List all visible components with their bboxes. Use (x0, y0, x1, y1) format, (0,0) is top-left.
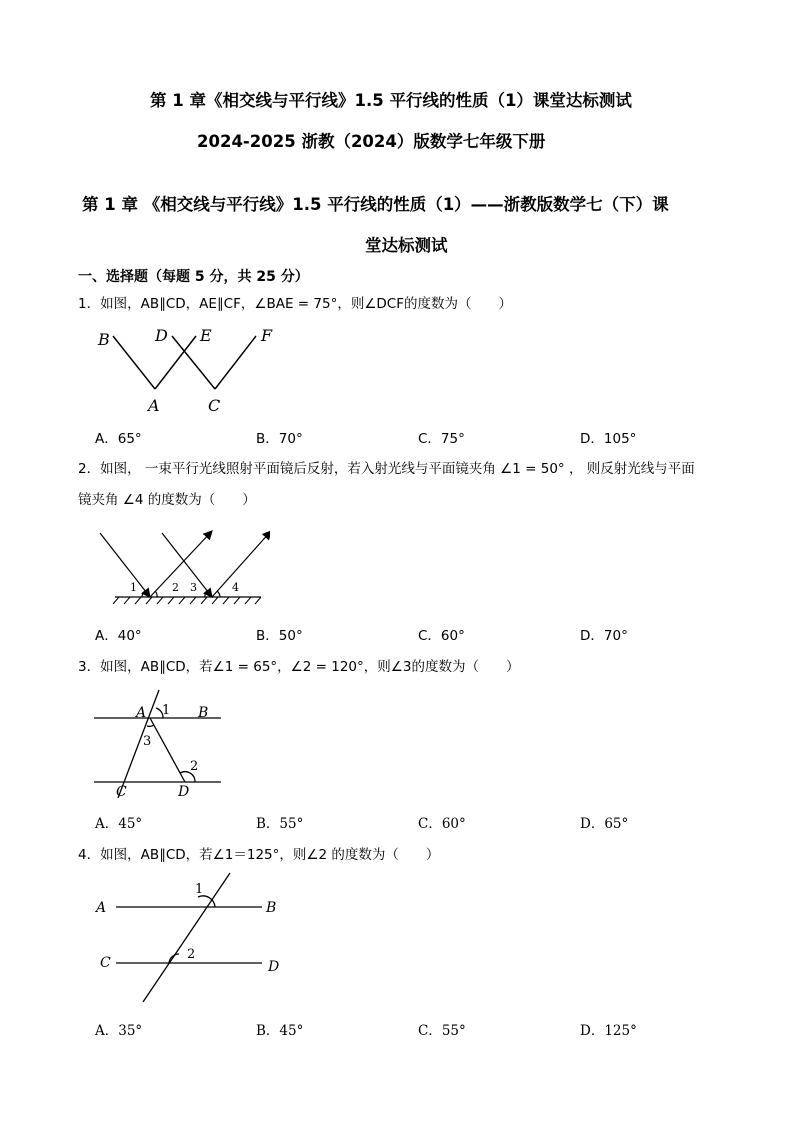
section-heading: 一、选择题（每题 5 分，共 25 分） (78, 269, 309, 285)
q4-label-1: 1 (195, 882, 204, 897)
q3-option-a[interactable]: A．45° (95, 816, 143, 832)
q2-mirror-hatch (113, 597, 261, 604)
q4-label-a: A (96, 900, 107, 916)
question-2-stem-line-2: 镜夹角 ∠4 的度数为（ ） (78, 492, 256, 508)
title-line-1: 第 1 章《相交线与平行线》1.5 平行线的性质（1）课堂达标测试 (150, 91, 632, 110)
question-2-figure (95, 525, 270, 610)
q4-label-d: D (268, 959, 280, 975)
q4-label-2: 2 (187, 947, 196, 962)
q2-label-2: 2 (172, 581, 179, 594)
q3-label-b: B (198, 705, 209, 721)
q2-arc-4 (217, 591, 220, 597)
q3-option-d[interactable]: D．65° (580, 816, 629, 832)
q1-label-a: A (148, 396, 160, 415)
q4-arc-1 (198, 896, 215, 907)
q2-incident-ray-1 (100, 533, 150, 597)
question-4-stem: 4．如图，AB∥CD，若∠1＝125°，则∠2 的度数为（ ） (78, 847, 440, 863)
q1-option-d[interactable]: D．105° (580, 431, 637, 447)
q1-option-c[interactable]: C．75° (418, 431, 465, 447)
q3-option-c[interactable]: C．60° (418, 816, 466, 832)
q2-arc-3 (205, 591, 207, 597)
q2-option-b[interactable]: B．50° (256, 628, 303, 644)
q3-label-d: D (178, 784, 190, 800)
q2-reflected-ray-1 (150, 531, 212, 597)
q4-option-b[interactable]: B．45° (256, 1023, 304, 1039)
q2-arc-2 (155, 591, 157, 597)
q1-label-e: E (200, 326, 212, 345)
q2-label-4: 4 (232, 581, 239, 594)
q3-label-a: A (136, 705, 147, 721)
q2-arc-1 (142, 591, 145, 597)
q1-line-cf (215, 336, 256, 389)
question-1-figure (90, 322, 290, 417)
question-1-stem: 1．如图，AB∥CD，AE∥CF，∠BAE = 75°，则∠DCF的度数为（ ） (78, 296, 513, 312)
q4-label-c: C (100, 955, 111, 971)
q1-label-b: B (98, 330, 110, 349)
q4-option-c[interactable]: C．55° (418, 1023, 466, 1039)
q4-transversal (143, 873, 230, 1002)
question-2-stem-line-1: 2．如图， 一束平行光线照射平面镜后反射，若入射光线与平面镜夹角 ∠1 = 50° ， 则反射光线与平面 (78, 461, 695, 477)
q3-arc-3 (147, 725, 154, 726)
q4-option-a[interactable]: A．35° (95, 1023, 143, 1039)
q2-option-a[interactable]: A．40° (95, 628, 142, 644)
q1-label-d: D (155, 326, 168, 345)
q4-label-b: B (266, 900, 277, 916)
q3-option-b[interactable]: B．55° (256, 816, 304, 832)
q2-incident-ray-2 (162, 533, 212, 597)
q1-label-c: C (208, 396, 221, 415)
q2-option-d[interactable]: D．70° (580, 628, 628, 644)
question-4-figure (90, 870, 290, 1010)
q2-label-1: 1 (130, 581, 137, 594)
q3-label-c: C (116, 784, 127, 800)
q1-option-a[interactable]: A．65° (95, 431, 142, 447)
title-line-2: 2024-2025 浙教（2024）版数学七年级下册 (197, 132, 546, 151)
q1-label-f: F (261, 326, 273, 345)
q1-line-ba (113, 336, 155, 389)
q3-label-1: 1 (162, 703, 171, 718)
question-3-stem: 3．如图，AB∥CD，若∠1 = 65°，∠2 = 120°，则∠3的度数为（ ） (78, 659, 520, 675)
title-line-3: 第 1 章 《相交线与平行线》1.5 平行线的性质（1）——浙教版数学七（下）课 (82, 195, 669, 214)
title-line-4: 堂达标测试 (365, 236, 448, 255)
q2-label-3: 3 (190, 581, 197, 594)
q2-option-c[interactable]: C．60° (418, 628, 465, 644)
q2-reflected-ray-2 (212, 531, 270, 597)
q3-label-2: 2 (190, 759, 199, 774)
q3-label-3: 3 (143, 734, 152, 749)
q1-option-b[interactable]: B．70° (256, 431, 303, 447)
q4-option-d[interactable]: D．125° (580, 1023, 637, 1039)
question-3-figure (90, 688, 225, 803)
